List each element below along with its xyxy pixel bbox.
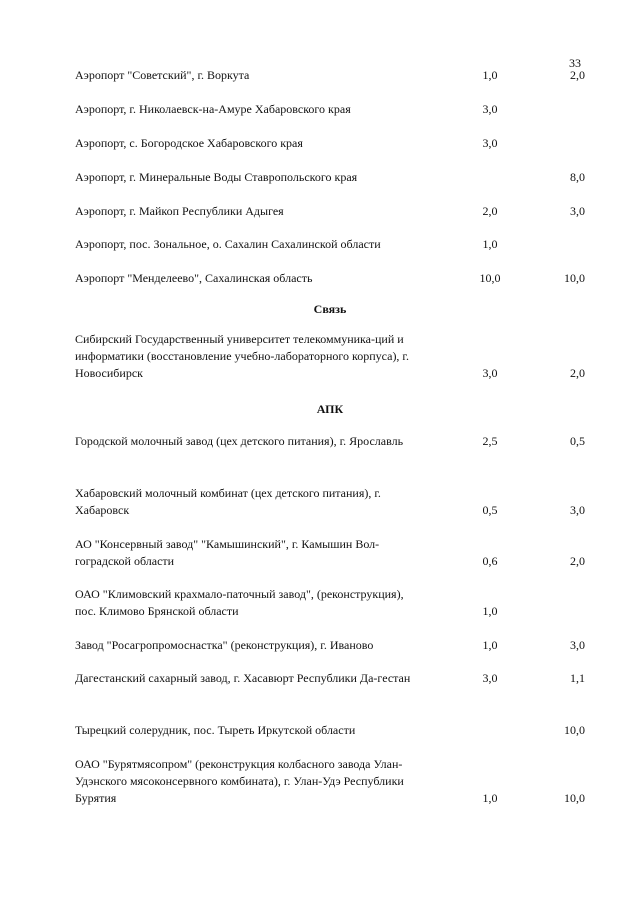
- value-1: 1,0: [482, 68, 498, 82]
- value-2: 3,0: [570, 204, 585, 218]
- list-item: [75, 722, 585, 739]
- item-name: АО "Консервный завод" "Камышинский", г. Камышин Вол-гоградской области: [75, 537, 380, 568]
- page-number: 33: [569, 56, 581, 70]
- item-name: ОАО "Климовский крахмало-паточный завод", (реконструкция), пос. Климово Брянской области: [75, 587, 404, 618]
- value-2: 2,0: [570, 366, 585, 380]
- value-2: 8,0: [570, 170, 585, 184]
- value-1: 1,0: [482, 638, 498, 652]
- list-item: [75, 270, 585, 287]
- value-2: 10,0: [564, 271, 585, 285]
- item-name: Завод "Росагропромоснастка" (реконструкция), г. Иваново: [75, 638, 374, 652]
- section-heading: Связь: [313, 302, 347, 316]
- item-name: Аэропорт "Советский", г. Воркута: [75, 68, 250, 82]
- item-name: ОАО "Бурятмясопром" (реконструкция колбасного завода Улан-Удэнского мясоконсервного комбината), г. Улан-Удэ Республики Бурятия: [75, 757, 404, 805]
- list-item: [75, 433, 585, 450]
- list-item: [75, 637, 585, 654]
- value-2: 2,0: [570, 554, 585, 568]
- list-item: [75, 67, 585, 84]
- value-1: 2,5: [482, 434, 498, 448]
- list-item: [75, 236, 585, 253]
- item-name: Хабаровский молочный комбинат (цех детского питания), г. Хабаровск: [75, 486, 381, 517]
- item-name: Дагестанский сахарный завод, г. Хасавюрт Республики Да-гестан: [75, 671, 411, 685]
- list-item: [75, 203, 585, 220]
- list-item: [75, 101, 585, 118]
- item-name: Аэропорт, г. Минеральные Воды Ставропольского края: [75, 170, 358, 184]
- value-2: 3,0: [570, 503, 585, 517]
- list-item: [75, 536, 585, 570]
- value-2: 2,0: [570, 68, 585, 82]
- item-name: Аэропорт, пос. Зональное, о. Сахалин Сахалинской области: [75, 237, 381, 251]
- value-1: 0,6: [482, 554, 498, 568]
- section-heading: АПК: [316, 402, 344, 416]
- item-name: Городской молочный завод (цех детского питания), г. Ярославль: [75, 434, 404, 448]
- list-item: [75, 169, 585, 186]
- value-1: 1,0: [482, 237, 498, 251]
- value-1: 10,0: [479, 271, 501, 285]
- list-item: [75, 670, 585, 687]
- value-1: 0,5: [482, 503, 498, 517]
- item-name: Аэропорт, с. Богородское Хабаровского края: [75, 136, 303, 150]
- list-item: [75, 485, 585, 519]
- value-1: 3,0: [482, 366, 498, 380]
- value-1: 1,0: [482, 791, 498, 805]
- value-1: 1,0: [482, 604, 498, 618]
- list-item: [75, 756, 585, 807]
- value-2: 10,0: [564, 723, 585, 737]
- value-2: 1,1: [570, 671, 585, 685]
- list-item: [75, 586, 585, 620]
- value-1: 3,0: [482, 671, 498, 685]
- item-name: Аэропорт, г. Николаевск-на-Амуре Хабаровского края: [75, 102, 351, 116]
- value-1: 2,0: [482, 204, 498, 218]
- list-item: [75, 331, 585, 382]
- value-1: 3,0: [482, 136, 498, 150]
- value-2: 10,0: [564, 791, 585, 805]
- item-name: Аэропорт "Менделеево", Сахалинская область: [75, 271, 313, 285]
- value-2: 3,0: [570, 638, 585, 652]
- value-1: 3,0: [482, 102, 498, 116]
- item-name: Сибирский Государственный университет телекоммуника-ций и информатики (восстановление учебно-лабораторного корпуса), г. Новосибирск: [75, 332, 410, 380]
- item-name: Тырецкий солерудник, пос. Тыреть Иркутской области: [75, 723, 356, 737]
- item-name: Аэропорт, г. Майкоп Республики Адыгея: [75, 204, 284, 218]
- value-2: 0,5: [570, 434, 585, 448]
- list-item: [75, 135, 585, 152]
